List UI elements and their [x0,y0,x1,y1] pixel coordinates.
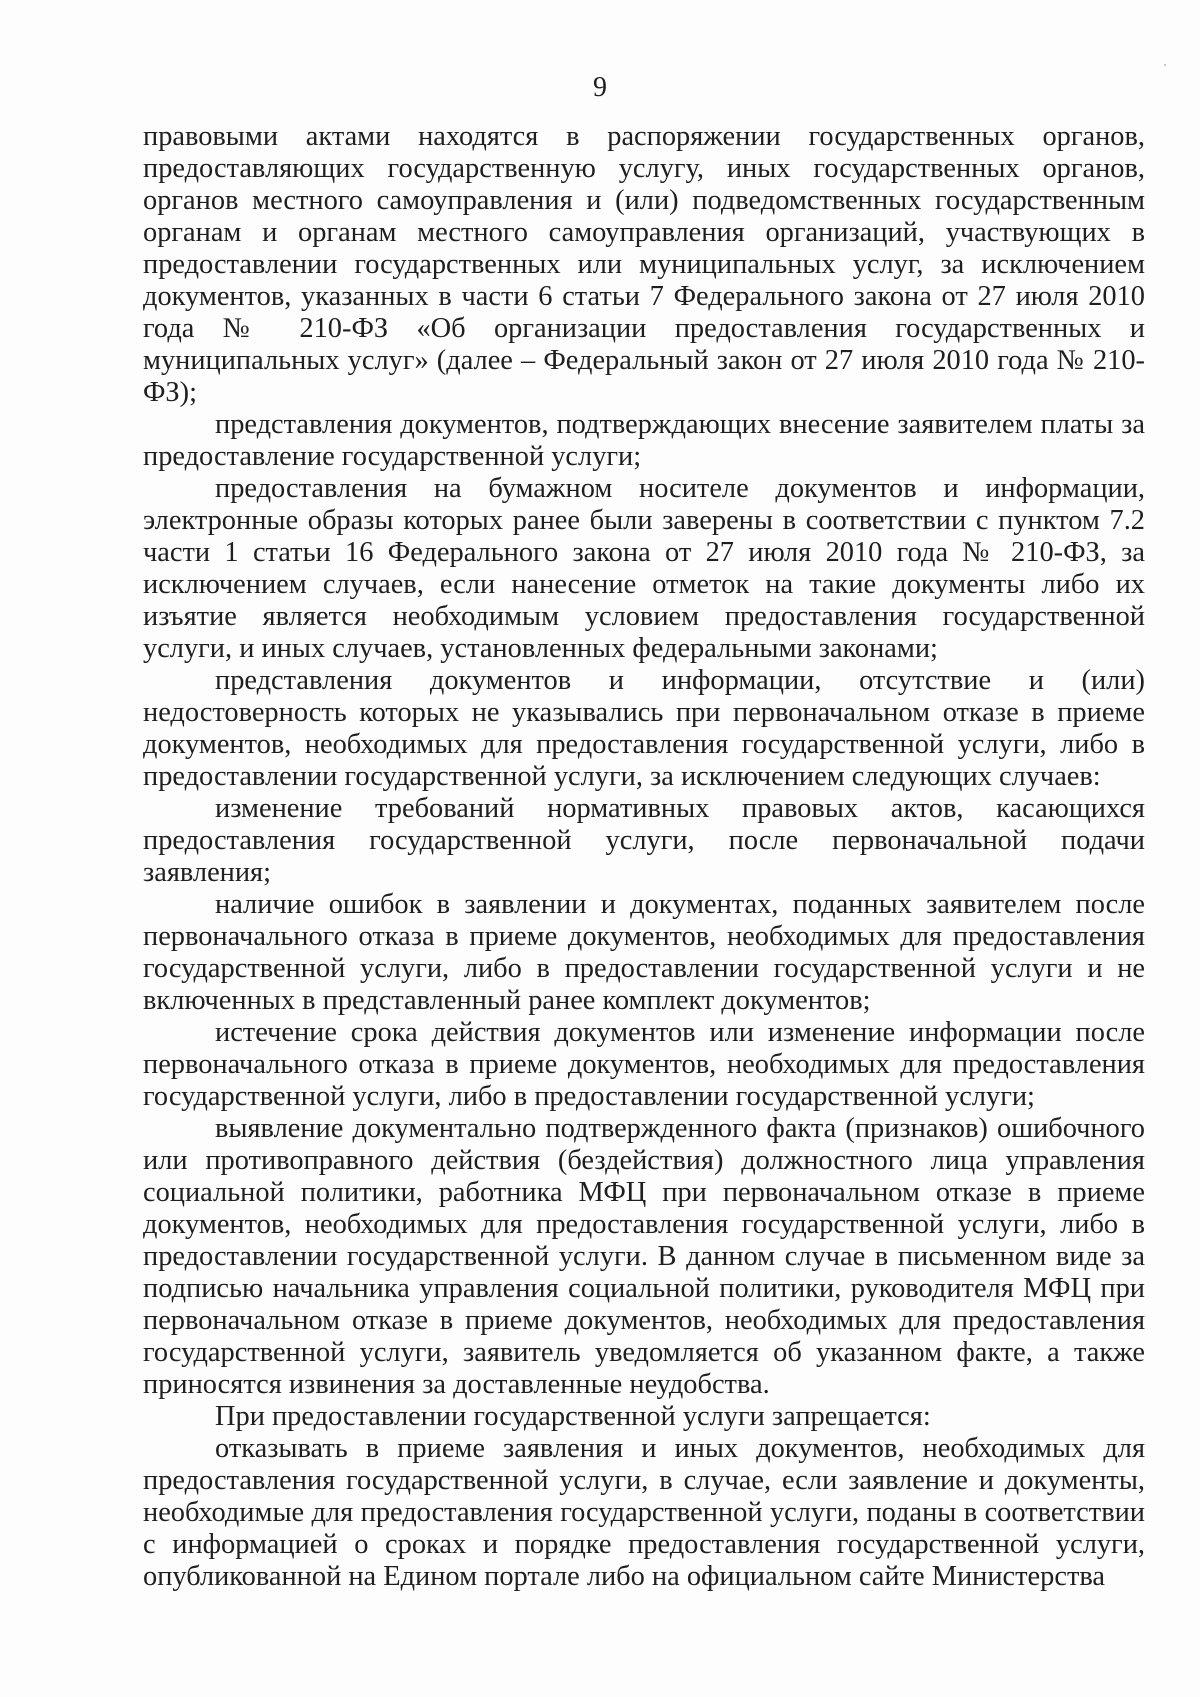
paragraph: правовыми актами находятся в распоряжении государственных органов, предоставляющих государственную услугу, иных государственных органов, органов местного самоуправления и (или) подведомственных государственным органам и органам местного самоуправления организаций, участвующих в предоставлении государственных или муниципальных услуг, за исключением документов, указанных в части 6 статьи 7 Федерального закона от 27 июля 2010 года № 210-ФЗ «Об организации предоставления государственных и муниципальных услуг» (далее – Федеральный закон от 27 июля 2010 года № 210-ФЗ); [143,121,1145,408]
paragraph: При предоставлении государственной услуги запрещается: [215,1401,931,1432]
paragraph: выявление документально подтвержденного факта (признаков) ошибочного или противоправного действия (бездействия) должностного лица управления социальной политики, работника МФЦ при первоначальном отказе в приеме документов, необходимых для предоставления государственной услуги, либо в предоставлении государственной услуги. В данном случае в письменном виде за подписью начальника управления социальной политики, руководителя МФЦ при первоначальном отказе в приеме документов, необходимых для предоставления государственной услуги, заявитель уведомляется об указанном факте, а также приносятся извинения за доставленные неудобства. [143,1113,1145,1400]
paragraph: представления документов, подтверждающих внесение заявителем платы за предоставление государственной услуги; [143,409,1145,472]
paragraph: предоставления на бумажном носителе документов и информации, электронные образы которых ранее были заверены в соответствии с пунктом 7.2 части 1 статьи 16 Федерального закона от 27 июля 2010 года № 210-ФЗ, за исключением случаев, если нанесение отметок на такие документы либо их изъятие является необходимым условием предоставления государственной услуги, и иных случаев, установленных федеральными законами; [143,473,1145,664]
paragraph: наличие ошибок в заявлении и документах, поданных заявителем после первоначального отказа в приеме документов, необходимых для предоставления государственной услуги, либо в предоставлении государственной услуги и не включенных в представленный ранее комплект документов; [143,889,1145,1016]
scan-speck [1164,64,1166,66]
paragraph: истечение срока действия документов или изменение информации после первоначального отказа в приеме документов, необходимых для предоставления государственной услуги, либо в предоставлении государственной услуги; [143,1017,1145,1112]
paragraph: изменение требований нормативных правовых актов, касающихся предоставления государственной услуги, после первоначальной подачи заявления; [143,793,1145,888]
document-body [143,121,1145,1593]
paragraph: представления документов и информации, отсутствие и (или) недостоверность которых не указывались при первоначальном отказе в приеме документов, необходимых для предоставления государственной услуги, либо в предоставлении государственной услуги, за исключением следующих случаев: [143,665,1145,792]
paragraph: отказывать в приеме заявления и иных документов, необходимых для предоставления государственной услуги, в случае, если заявление и документы, необходимые для предоставления государственной услуги, поданы в соответствии с информацией о сроках и порядке предоставления государственной услуги, опубликованной на Едином портале либо на официальном сайте Министерства [143,1433,1145,1592]
page-number: 9 [593,72,607,103]
